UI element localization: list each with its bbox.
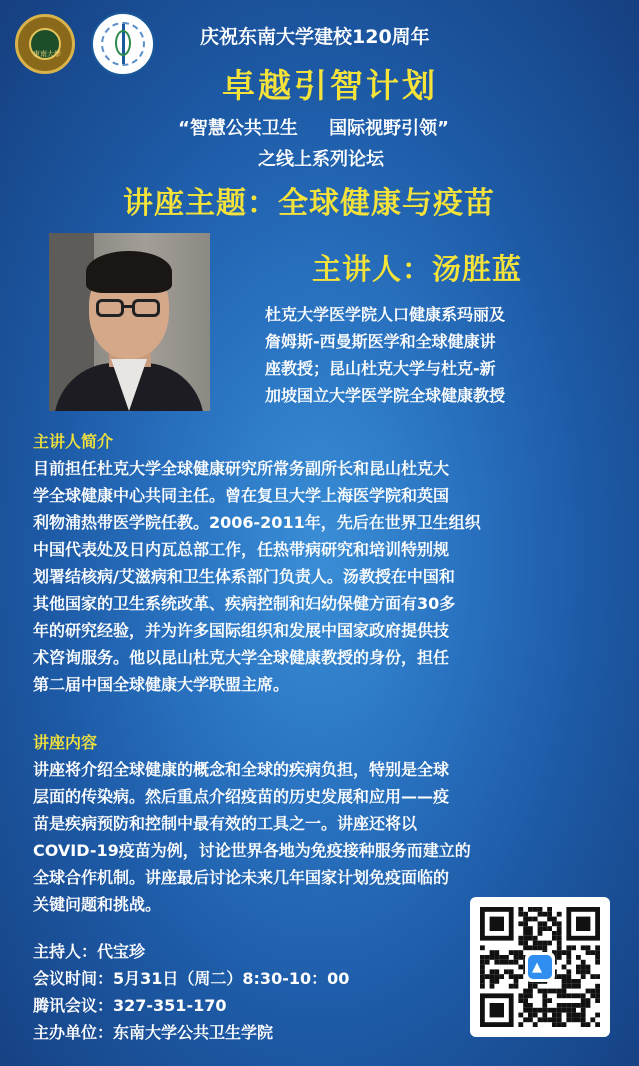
speaker-affiliation <box>265 301 620 409</box>
bio-line: 其他国家的卫生系统改革、疾病控制和妇幼保健方面有30多 <box>33 594 456 613</box>
bio-line: 术咨询服务。他以昆山杜克大学全球健康教授的身份，担任 <box>33 648 450 667</box>
bio-section-title: 主讲人简介 <box>33 432 114 451</box>
seu-logo <box>15 14 75 74</box>
affiliation-line: 座教授；昆山杜克大学与杜克-新 <box>265 359 496 378</box>
bio-line: 学全球健康中心共同主任。曾在复旦大学上海医学院和英国 <box>33 486 450 505</box>
content-line: 层面的传染病。然后重点介绍疫苗的历史发展和应用——疫 <box>33 787 450 806</box>
content-section-title: 讲座内容 <box>33 733 98 752</box>
host-info: 主持人：代宝珍 <box>33 942 146 961</box>
content-line: 苗是疾病预防和控制中最有效的工具之一。讲座还将以 <box>33 814 418 833</box>
speaker-photo <box>49 233 210 411</box>
slogan: “智慧公共卫生 国际视野引领” <box>178 118 449 139</box>
bio-line: 第二届中国全球健康大学联盟主席。 <box>33 675 290 694</box>
meeting-qr-code[interactable] <box>470 897 610 1037</box>
bio-line: 目前担任杜克大学全球健康研究所常务副所长和昆山杜克大 <box>33 459 450 478</box>
meeting-id: 腾讯会议：327-351-170 <box>33 996 227 1015</box>
bio-line: 中国代表处及日内瓦总部工作，任热带病研究和培训特别规 <box>33 540 450 559</box>
tencent-meeting-icon: ▲ <box>525 952 555 982</box>
public-health-school-logo <box>91 12 155 76</box>
bio-line: 年的研究经验，并为许多国际组织和发展中国家政府提供技 <box>33 621 450 640</box>
meeting-info <box>33 938 349 1046</box>
lecture-topic: 讲座主题：全球健康与疫苗 <box>123 186 495 221</box>
bio-text <box>33 455 613 698</box>
bio-line: 划署结核病/艾滋病和卫生体系部门负责人。汤教授在中国和 <box>33 567 455 586</box>
forum-subtitle: 之线上系列论坛 <box>258 149 384 170</box>
anniversary-title: 庆祝东南大学建校120周年 <box>200 26 430 48</box>
content-line: COVID-19疫苗为例，讨论世界各地为免疫接种服务而建立的 <box>33 841 471 860</box>
program-title: 卓越引智计划 <box>222 66 438 105</box>
affiliation-line: 杜克大学医学院人口健康系玛丽及 <box>265 305 506 324</box>
speaker-name: 主讲人：汤胜蓝 <box>312 252 523 286</box>
content-line: 讲座将介绍全球健康的概念和全球的疾病负担，特别是全球 <box>33 760 450 779</box>
content-text <box>33 756 613 918</box>
seu-seal-text: 東南大學 <box>33 50 61 58</box>
content-line: 关键问题和挑战。 <box>33 895 162 914</box>
organizer: 主办单位：东南大学公共卫生学院 <box>33 1023 274 1042</box>
affiliation-line: 詹姆斯-西曼斯医学和全球健康讲 <box>265 332 496 351</box>
bio-line: 利物浦热带医学院任教。2006-2011年，先后在世界卫生组织 <box>33 513 481 532</box>
content-line: 全球合作机制。讲座最后讨论未来几年国家计划免疫面临的 <box>33 868 450 887</box>
meeting-time: 会议时间：5月31日（周二）8:30-10：00 <box>33 969 350 988</box>
affiliation-line: 加坡国立大学医学院全球健康教授 <box>265 386 506 405</box>
